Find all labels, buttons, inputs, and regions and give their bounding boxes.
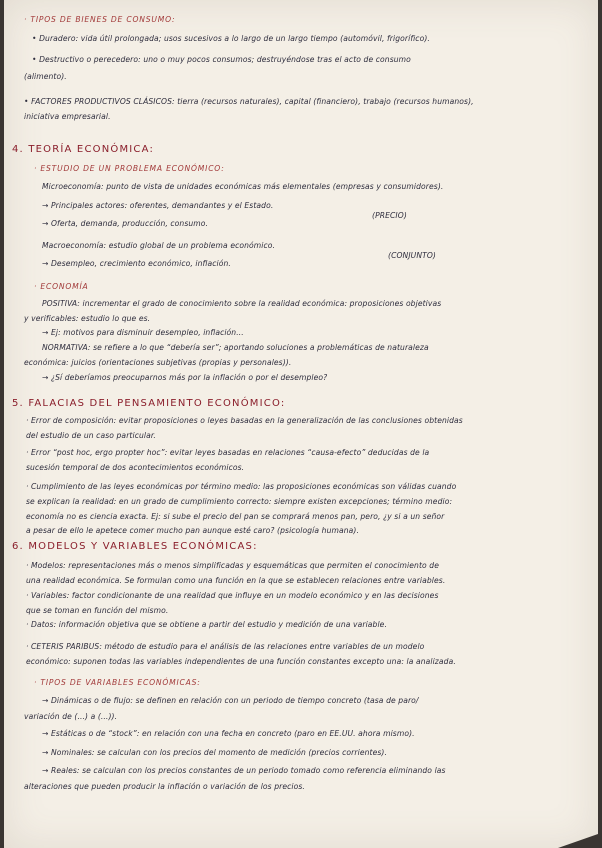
page-corner <box>558 834 598 848</box>
note-line: → Oferta, demanda, producción, consumo. <box>42 219 209 228</box>
note-line: a pesar de ello le apetece comer mucho pan aunque esté caro? (psicología humana). <box>26 526 359 535</box>
note-line: → Desempleo, crecimiento económico, inflación. <box>42 259 231 268</box>
note-line: variación de (...) a (...)). <box>24 712 118 721</box>
note-line: Macroeconomía: estudio global de un problema económico. <box>42 241 276 250</box>
note-line: • FACTORES PRODUCTIVOS CLÁSICOS: tierra (recursos naturales), capital (financiero), trabajo (recursos humanos), <box>24 97 474 106</box>
section-heading: 5. FALACIAS DEL PENSAMIENTO ECONÓMICO: <box>12 398 286 409</box>
note-line: economía no es ciencia exacta. Ej: si sube el precio del pan se comprará menos pan, pero, ¿y si a un señor <box>26 512 445 521</box>
note-line: → Estáticas o de “stock”: en relación con una fecha en concreto (paro en EE.UU. ahora mismo). <box>42 729 415 738</box>
note-line: • Destructivo o perecedero: uno o muy pocos consumos; destruyéndose tras el acto de consumo <box>32 55 411 64</box>
note-line: que se toman en función del mismo. <box>26 606 169 615</box>
note-line: • Duradero: vida útil prolongada; usos sucesivos a lo largo de un largo tiempo (automóvil, frigorífico). <box>32 34 430 43</box>
note-line: iniciativa empresarial. <box>24 112 111 121</box>
subheading: · TIPOS DE BIENES DE CONSUMO: <box>24 15 176 24</box>
note-line: se explican la realidad: en un grado de cumplimiento correcto: siempre existen excepciones; término medio: <box>26 497 453 506</box>
section-heading: 6. MODELOS Y VARIABLES ECONÓMICAS: <box>12 541 258 552</box>
note-line: (PRECIO) <box>372 211 407 220</box>
note-line: POSITIVA: incrementar el grado de conocimiento sobre la realidad económica: proposiciones objetivas <box>42 299 442 308</box>
note-line: (alimento). <box>24 72 67 81</box>
note-line: NORMATIVA: se refiere a lo que “debería ser”; aportando soluciones a problemáticas de naturaleza <box>42 343 429 352</box>
note-line: sucesión temporal de dos acontecimientos económicos. <box>26 463 245 472</box>
note-line: · CETERIS PARIBUS: método de estudio para el análisis de las relaciones entre variables de un modelo <box>26 642 425 651</box>
note-line: económico: suponen todas las variables independientes de una función constantes excepto una: la analizada. <box>26 657 456 666</box>
note-line: una realidad económica. Se formulan como una función en la que se establecen relaciones entre variables. <box>26 576 446 585</box>
note-line: · Error “post hoc, ergo propter hoc”: evitar leyes basadas en relaciones “causa-efecto” deducidas de la <box>26 448 430 457</box>
note-line: Microeconomía: punto de vista de unidades económicas más elementales (empresas y consumidores). <box>42 182 444 191</box>
note-line: alteraciones que pueden producir la inflación o variación de los precios. <box>24 782 305 791</box>
note-line: · Modelos: representaciones más o menos simplificadas y esquemáticas que permiten el conocimiento de <box>26 561 439 570</box>
note-line: → Reales: se calculan con los precios constantes de un periodo tomado como referencia eliminando las <box>42 766 446 775</box>
note-line: → ¿Sí deberíamos preocuparnos más por la inflación o por el desempleo? <box>42 373 328 382</box>
note-line: · Error de composición: evitar proposiciones o leyes basadas en la generalización de las conclusiones obtenidas <box>26 416 463 425</box>
note-line: · Cumplimiento de las leyes económicas por término medio: las proposiciones económicas son válidas cuando <box>26 482 457 491</box>
subheading: · ECONOMÍA <box>34 282 89 291</box>
subheading: · TIPOS DE VARIABLES ECONÓMICAS: <box>34 678 201 687</box>
note-line: del estudio de un caso particular. <box>26 431 156 440</box>
note-line: → Principales actores: oferentes, demandantes y el Estado. <box>42 201 274 210</box>
notebook-page <box>4 0 598 848</box>
note-line: → Nominales: se calculan con los precios del momento de medición (precios corrientes). <box>42 748 387 757</box>
note-line: económica: juicios (orientaciones subjetivas (propias y personales)). <box>24 358 292 367</box>
section-heading: 4. TEORÍA ECONÓMICA: <box>12 144 155 155</box>
note-line: · Datos: información objetiva que se obtiene a partir del estudio y medición de una variable. <box>26 620 387 629</box>
note-line: (CONJUNTO) <box>388 251 436 260</box>
subheading: · ESTUDIO DE UN PROBLEMA ECONÓMICO: <box>34 164 225 173</box>
note-line: → Dinámicas o de flujo: se definen en relación con un periodo de tiempo concreto (tasa de paro/ <box>42 696 419 705</box>
note-line: · Variables: factor condicionante de una realidad que influye en un modelo económico y en las decisiones <box>26 591 439 600</box>
note-line: → Ej: motivos para disminuir desempleo, inflación... <box>42 328 244 337</box>
note-line: y verificables: estudio lo que es. <box>24 314 151 323</box>
